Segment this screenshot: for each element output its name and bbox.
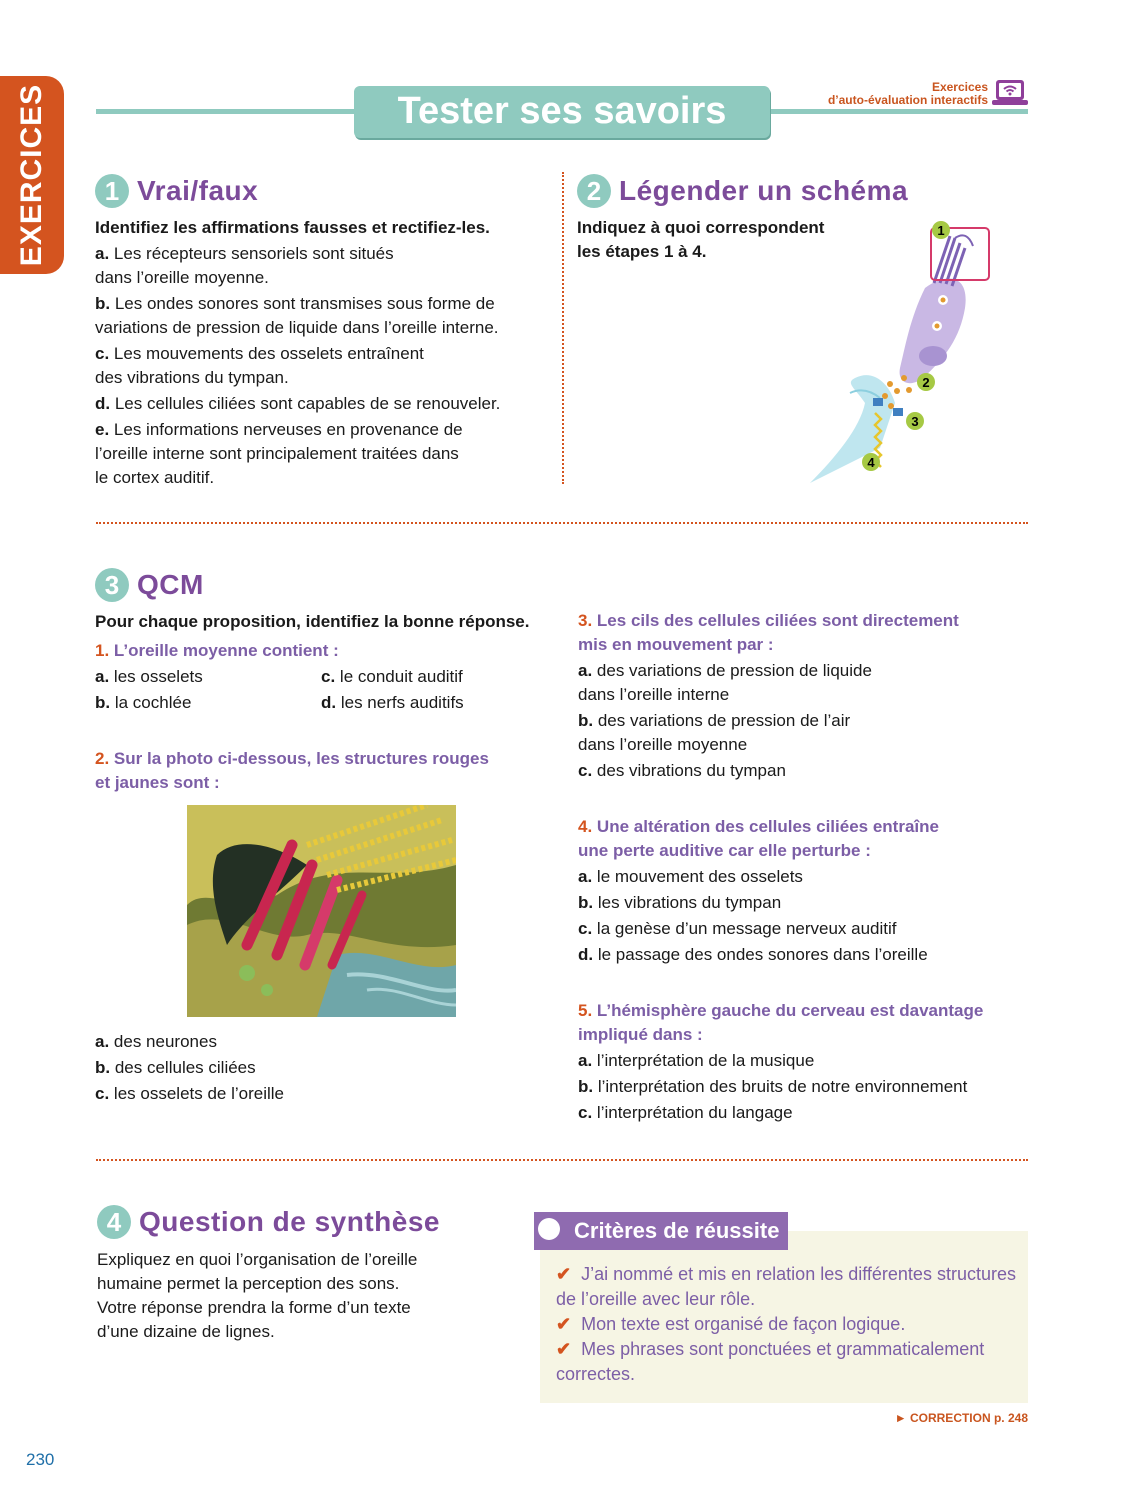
hair-cell-diagram [805,218,1005,486]
q1-options-right [321,664,541,716]
q5-options [578,1048,1018,1126]
section-3-instruction: Pour chaque proposition, identifiez la bonne réponse. [95,612,530,631]
section-1-number: 1 [95,174,129,208]
correction-link[interactable]: ► CORRECTION p. 248 [894,1411,1028,1425]
section-2-number: 2 [577,174,611,208]
page-number: 230 [26,1450,55,1469]
criteria-item-2: ✔ Mon texte est organisé de façon logique. [556,1314,906,1334]
column-separator [562,172,564,484]
section-1-header [95,174,258,208]
qcm-question-4: 4. Une altération des cellules ciliées entraîne une perte auditive car elle perturbe : [578,817,939,860]
criteria-bullet-icon [538,1218,560,1240]
q4-options [578,864,1018,968]
diagram-label-1: 1 [937,223,945,238]
section-1-instruction: Identifiez les affirmations fausses et rectifiez-les. [95,218,490,237]
q3-option-a: a. des variations de pression de liquide [578,661,872,680]
diagram-label-4: 4 [867,455,875,470]
page-title: Tester ses savoirs [354,86,770,138]
vf-item-e: e. Les informations nerveuses en provenance de l’oreille interne sont principalement traitées dans le cortex auditif. [95,420,463,487]
section-3-number: 3 [95,568,129,602]
q4-option-a: a. le mouvement des osselets [578,867,803,886]
check-icon: ✔ [556,1314,572,1334]
q2-option-a: a. des neurones [95,1032,217,1051]
q5-option-b: b. l’interprétation des bruits de notre environnement [578,1077,968,1096]
section-2-instruction: Indiquez à quoi correspondent les étapes 1 à 4. [577,218,825,261]
section-1-list [95,242,525,490]
vf-item-c: c. Les mouvements des osselets entraînent des vibrations du tympan. [95,344,424,387]
q3-option-b: b. des variations de pression de l’air [578,711,851,730]
separator-1 [96,522,1028,524]
q5-option-a: a. l’interprétation de la musique [578,1051,815,1070]
q1-options-left [95,664,315,716]
section-3-header [95,568,204,602]
vf-item-b: b. Les ondes sonores sont transmises sous forme de variations de pression de liquide dans l’oreille interne. [95,294,499,337]
section-3-title: QCM [137,569,204,600]
vf-item-a: a. Les récepteurs sensoriels sont situés dans l’oreille moyenne. [95,244,394,287]
vf-item-d: d. Les cellules ciliées sont capables de se renouveler. [95,394,501,413]
q2-option-c: c. les osselets de l’oreille [95,1084,285,1103]
q1-option-a: a. les osselets [95,667,203,686]
section-4-header [97,1205,440,1239]
q5-option-c: c. l’interprétation du langage [578,1103,793,1122]
side-tab [0,76,64,274]
qcm-question-1: 1. L’oreille moyenne contient : [95,641,339,660]
interactive-label-2: d’auto-évaluation interactifs [827,93,988,107]
interactive-exercises-link[interactable] [828,81,988,107]
section-4-prompt: Expliquez en quoi l’organisation de l’oreille humaine permet la perception des sons. Votre réponse prendra la forme d’un texte d’une dizaine de lignes. [97,1250,418,1341]
diagram-label-2: 2 [922,375,930,390]
criteria-item-3: ✔ Mes phrases sont ponctuées et grammaticalement correctes. [556,1339,985,1384]
q4-option-c: c. la genèse d’un message nerveux auditif [578,919,897,938]
laptop-wifi-icon[interactable] [992,79,1030,107]
q2-options [95,1029,545,1107]
check-icon: ✔ [556,1339,572,1359]
side-tab-label: EXERCICES [15,83,48,267]
criteria-title: Critères de réussite [534,1212,788,1250]
section-1-title: Vrai/faux [137,175,259,206]
separator-2 [96,1159,1028,1161]
check-icon: ✔ [556,1264,572,1284]
q4-option-d: d. le passage des ondes sonores dans l’oreille [578,945,928,964]
section-2-header [577,174,908,208]
qcm-question-3: 3. Les cils des cellules ciliées sont directement mis en mouvement par : [578,611,959,654]
qcm-question-2: 2. Sur la photo ci-dessous, les structures rouges et jaunes sont : [95,749,489,792]
q1-option-b: b. la cochlée [95,693,192,712]
q3-option-c: c. des vibrations du tympan [578,761,786,780]
q2-option-b: b. des cellules ciliées [95,1058,256,1077]
q1-option-d: d. les nerfs auditifs [321,693,464,712]
q1-option-c: c. le conduit auditif [321,667,463,686]
qcm-question-5: 5. L’hémisphère gauche du cerveau est davantage impliqué dans : [578,1001,984,1044]
q3-options: a. des variations de pression de liquide dans l’oreille interne b. des variations de pression de l’air dans l’oreille moyenne c. des vibrations du tympan [578,659,1018,783]
q4-option-b: b. les vibrations du tympan [578,893,782,912]
diagram-label-3: 3 [911,414,919,429]
criteria-list [556,1262,1022,1387]
criteria-item-1: ✔ J’ai nommé et mis en relation les différentes structures de l’oreille avec leur rôle. [556,1264,1016,1309]
section-2-title: Légender un schéma [619,175,909,206]
microscopy-photo [187,805,456,1017]
section-4-title: Question de synthèse [139,1206,440,1237]
section-4-number: 4 [97,1205,131,1239]
interactive-label-1: Exercices [931,80,988,94]
